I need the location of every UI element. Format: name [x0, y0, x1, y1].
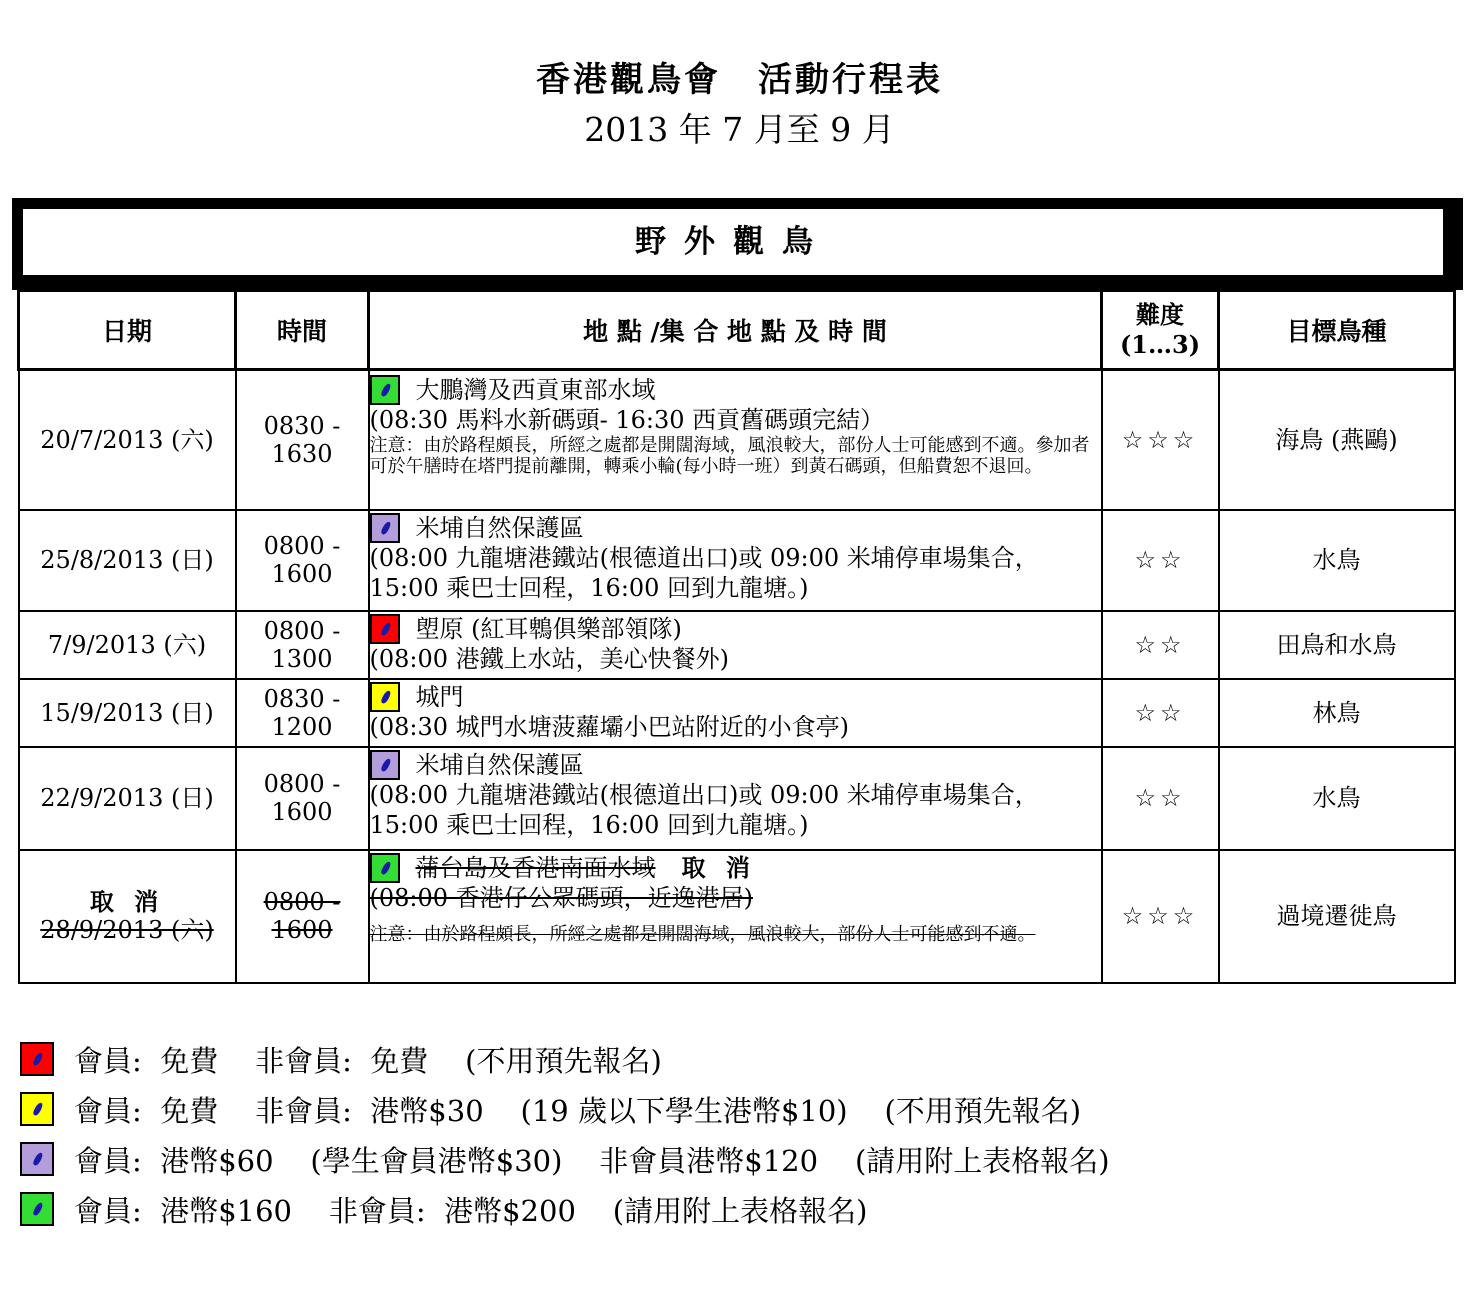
date-cell: 25/8/2013 (日) [19, 510, 236, 611]
difficulty-range: (1…3) [1119, 330, 1201, 359]
time-end: 1600 [271, 560, 333, 588]
table-row [19, 370, 1455, 510]
bird-icon [20, 1192, 54, 1226]
location-cell [369, 850, 1102, 983]
note-text: 注意：由於路程頗長，所經之處都是開闊海域，風浪較大，部份人士可能感到不適。參加者可於午膳時在塔門提前離開，轉乘小輪(每小時一班）到黃石碼頭，但船費恕不退回。 [369, 435, 1090, 477]
location-cell [369, 611, 1102, 679]
difficulty-label: 難度 [1136, 301, 1184, 329]
bird-icon [370, 375, 400, 405]
species-cell: 水鳥 [1219, 510, 1455, 611]
meeting-info: (08:00 港鐵上水站，美心快餐外) [369, 644, 730, 673]
species-cell: 林鳥 [1219, 679, 1455, 747]
date-cell: 22/9/2013 (日) [19, 747, 236, 850]
time-cell [236, 747, 369, 850]
table-row [19, 679, 1455, 747]
time-cell [236, 611, 369, 679]
legend-text: 會員: 免費 非會員: 免費 (不用預先報名) [74, 1043, 662, 1078]
meeting-info: (08:30 城門水塘菠蘿壩小巴站附近的小食亭) [369, 712, 850, 741]
section-title: 野外觀鳥 [635, 224, 831, 260]
column-header-species: 目標鳥種 [1219, 291, 1455, 370]
time-cell [236, 679, 369, 747]
meeting-info: (08:30 馬料水新碼頭- 16:30 西貢舊碼頭完結） [369, 406, 885, 434]
date-cell: 15/9/2013 (日) [19, 679, 236, 747]
table-row-cancelled [19, 850, 1455, 983]
meeting-info: (08:00 九龍塘港鐵站(根德道出口)或 09:00 米埔停車場集合，15:00 乘巴士回程，16:00 回到九龍塘。) [369, 780, 1039, 839]
time-start: 0800 - [263, 888, 341, 916]
difficulty-stars: ☆☆☆ [1102, 850, 1219, 983]
legend-item [20, 1084, 1110, 1134]
species-cell: 海鳥 (燕鷗) [1219, 370, 1455, 510]
place-name: 城門 [415, 682, 464, 711]
section-header [20, 206, 1446, 278]
cancelled-label: 取 消 [89, 888, 165, 916]
bird-icon [370, 513, 400, 543]
table-row [19, 510, 1455, 611]
location-cell [369, 679, 1102, 747]
place-name: 蒲台島及香港南面水域 [415, 853, 656, 882]
table-row [19, 611, 1455, 679]
fee-legend [20, 1034, 1110, 1234]
time-end: 1630 [271, 439, 333, 468]
legend-text: 會員: 港幣$160 非會員: 港幣$200 (請用附上表格報名) [74, 1193, 868, 1228]
column-header-time: 時間 [236, 291, 369, 370]
schedule-table [17, 289, 1456, 984]
difficulty-stars: ☆☆☆ [1102, 370, 1219, 510]
legend-item [20, 1184, 1110, 1234]
time-end: 1600 [271, 916, 333, 944]
bird-icon [370, 853, 400, 883]
bird-icon [20, 1042, 54, 1076]
time-end: 1600 [271, 798, 333, 826]
place-name: 大鵬灣及西貢東部水域 [415, 376, 656, 404]
time-cell [236, 370, 369, 510]
date-cell [19, 850, 236, 983]
time-end: 1200 [271, 712, 333, 741]
time-start: 0800 - [263, 770, 341, 798]
table-row [19, 747, 1455, 850]
difficulty-stars: ☆☆ [1102, 611, 1219, 679]
time-start: 0830 - [263, 684, 341, 713]
time-start: 0800 - [263, 616, 341, 645]
bird-icon [20, 1142, 54, 1176]
page-title: 香港觀鳥會 活動行程表 [536, 60, 943, 100]
species-cell: 過境遷徙鳥 [1219, 850, 1455, 983]
time-cell [236, 850, 369, 983]
location-cell [369, 747, 1102, 850]
difficulty-stars: ☆☆ [1102, 510, 1219, 611]
species-cell: 田鳥和水鳥 [1219, 611, 1455, 679]
time-start: 0800 - [263, 532, 341, 560]
cancelled-date: 28/9/2013 (六) [40, 916, 214, 944]
place-name: 塱原 (紅耳鵯俱樂部領隊) [415, 614, 682, 643]
difficulty-stars: ☆☆ [1102, 679, 1219, 747]
column-header-difficulty [1102, 291, 1219, 370]
note-text: 注意：由於路程頗長，所經之處都是開闊海域，風浪較大，部份人士可能感到不適。 [369, 923, 1036, 945]
time-cell [236, 510, 369, 611]
time-end: 1300 [271, 644, 333, 673]
location-cell [369, 510, 1102, 611]
section-frame [12, 198, 1463, 290]
difficulty-stars: ☆☆ [1102, 747, 1219, 850]
column-header-date: 日期 [19, 291, 236, 370]
place-name: 米埔自然保護區 [415, 750, 584, 779]
time-start: 0830 - [263, 411, 341, 440]
meeting-info: (08:00 香港仔公眾碼頭，近逸港居) [369, 883, 754, 912]
page-subtitle: 2013 年 7 月至 9 月 [584, 110, 895, 149]
table-header-row [19, 291, 1455, 370]
date-cell: 20/7/2013 (六) [19, 370, 236, 510]
location-cell [369, 370, 1102, 510]
column-header-location: 地 點 /集 合 地 點 及 時 間 [369, 291, 1102, 370]
legend-item [20, 1034, 1110, 1084]
bird-icon [370, 614, 400, 644]
bird-icon [370, 750, 400, 780]
legend-item [20, 1134, 1110, 1184]
cancel-tag: 取 消 [681, 853, 756, 882]
bird-icon [20, 1092, 54, 1126]
date-cell: 7/9/2013 (六) [19, 611, 236, 679]
bird-icon [370, 682, 400, 712]
place-name: 米埔自然保護區 [415, 513, 584, 542]
species-cell: 水鳥 [1219, 747, 1455, 850]
legend-text: 會員: 港幣$60 (學生會員港幣$30) 非會員港幣$120 (請用附上表格報名) [74, 1143, 1110, 1178]
legend-text: 會員: 免費 非會員: 港幣$30 (19 歲以下學生港幣$10) (不用預先報名) [74, 1093, 1082, 1128]
meeting-info: (08:00 九龍塘港鐵站(根德道出口)或 09:00 米埔停車場集合，15:00 乘巴士回程，16:00 回到九龍塘。) [369, 543, 1039, 602]
